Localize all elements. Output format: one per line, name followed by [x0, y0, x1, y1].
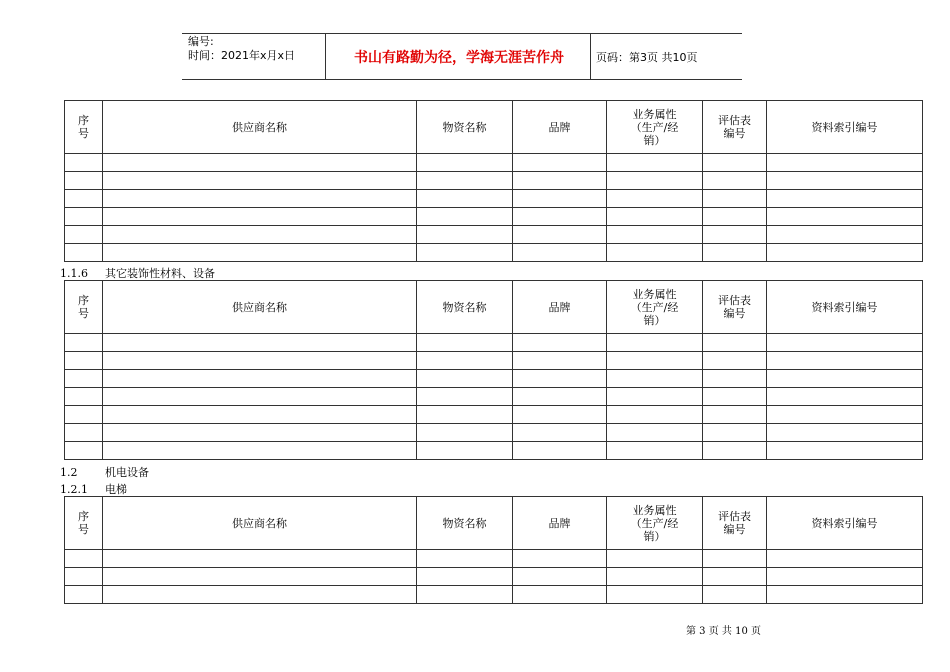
page-footer: 第 3 页 共 10 页	[686, 626, 761, 637]
col-brand-cell[interactable]	[513, 190, 607, 208]
section-number: 1.2.1	[60, 483, 88, 496]
serial-label: 编号:	[188, 35, 214, 48]
col-index-no-cell[interactable]	[767, 244, 923, 262]
col-seq-header: 序 号	[65, 281, 103, 334]
col-index-no-header: 资料索引编号	[767, 281, 923, 334]
col-index-no-cell[interactable]	[767, 352, 923, 370]
col-business-type-cell[interactable]	[607, 550, 703, 568]
col-material-cell[interactable]	[417, 226, 513, 244]
section-title: 电梯	[105, 483, 127, 496]
header-bottom-rule	[182, 79, 742, 80]
col-supplier-header: 供应商名称	[103, 281, 417, 334]
col-seq-cell[interactable]	[65, 550, 103, 568]
col-brand-cell[interactable]	[513, 370, 607, 388]
col-seq-cell[interactable]	[65, 172, 103, 190]
col-supplier-cell[interactable]	[103, 370, 417, 388]
table-row	[65, 154, 923, 172]
col-eval-no-cell[interactable]	[703, 406, 767, 424]
table-header-row	[65, 101, 923, 154]
col-seq-cell[interactable]	[65, 370, 103, 388]
col-business-type-cell[interactable]	[607, 172, 703, 190]
table-row	[65, 334, 923, 352]
col-index-no-cell[interactable]	[767, 442, 923, 460]
col-brand-cell[interactable]	[513, 568, 607, 586]
col-eval-no-cell[interactable]	[703, 190, 767, 208]
col-supplier-cell[interactable]	[103, 226, 417, 244]
section-heading-1-2-1	[60, 481, 127, 497]
col-brand-cell[interactable]	[513, 208, 607, 226]
col-eval-no-cell[interactable]	[703, 208, 767, 226]
col-business-type-cell[interactable]	[607, 244, 703, 262]
col-supplier-cell[interactable]	[103, 172, 417, 190]
col-eval-no-header: 评估表 编号	[703, 281, 767, 334]
col-seq-header: 序 号	[65, 101, 103, 154]
col-material-cell[interactable]	[417, 586, 513, 604]
col-brand-cell[interactable]	[513, 406, 607, 424]
col-seq-cell[interactable]	[65, 244, 103, 262]
table-row	[65, 406, 923, 424]
col-material-cell[interactable]	[417, 334, 513, 352]
col-seq-cell[interactable]	[65, 334, 103, 352]
table-row	[65, 208, 923, 226]
col-index-no-cell[interactable]	[767, 568, 923, 586]
col-brand-header: 品牌	[513, 101, 607, 154]
header-divider-2	[590, 33, 591, 79]
col-index-no-cell[interactable]	[767, 388, 923, 406]
col-business-type-cell[interactable]	[607, 208, 703, 226]
col-seq-cell[interactable]	[65, 154, 103, 172]
col-eval-no-cell[interactable]	[703, 334, 767, 352]
section-heading-1-2	[60, 464, 149, 480]
col-business-type-cell[interactable]	[607, 424, 703, 442]
col-brand-cell[interactable]	[513, 388, 607, 406]
col-eval-no-cell[interactable]	[703, 352, 767, 370]
col-material-cell[interactable]	[417, 154, 513, 172]
col-seq-cell[interactable]	[65, 190, 103, 208]
header-page-code: 页码：第3页 共10页	[596, 51, 698, 64]
col-brand-cell[interactable]	[513, 334, 607, 352]
section-title: 其它装饰性材料、设备	[105, 267, 215, 280]
col-brand-cell[interactable]	[513, 172, 607, 190]
col-eval-no-cell[interactable]	[703, 370, 767, 388]
col-material-cell[interactable]	[417, 370, 513, 388]
col-business-type-cell[interactable]	[607, 154, 703, 172]
col-index-no-cell[interactable]	[767, 190, 923, 208]
table-header-row	[65, 281, 923, 334]
col-eval-no-cell[interactable]	[703, 244, 767, 262]
col-eval-no-header: 评估表 编号	[703, 101, 767, 154]
col-index-no-cell[interactable]	[767, 208, 923, 226]
col-index-no-cell[interactable]	[767, 550, 923, 568]
col-index-no-cell[interactable]	[767, 334, 923, 352]
col-business-type-cell[interactable]	[607, 190, 703, 208]
col-material-cell[interactable]	[417, 550, 513, 568]
table-row	[65, 190, 923, 208]
col-material-cell[interactable]	[417, 568, 513, 586]
section-title: 机电设备	[105, 466, 149, 479]
col-business-type-cell[interactable]	[607, 406, 703, 424]
header-top-rule	[182, 33, 742, 34]
col-business-type-cell[interactable]	[607, 370, 703, 388]
header-divider-1	[325, 33, 326, 79]
col-supplier-cell[interactable]	[103, 424, 417, 442]
col-business-type-cell[interactable]	[607, 586, 703, 604]
col-seq-cell[interactable]	[65, 208, 103, 226]
col-material-cell[interactable]	[417, 208, 513, 226]
section-number: 1.1.6	[60, 267, 88, 280]
col-material-header: 物资名称	[417, 281, 513, 334]
col-supplier-cell[interactable]	[103, 352, 417, 370]
col-material-header: 物资名称	[417, 497, 513, 550]
col-business-type-cell[interactable]	[607, 568, 703, 586]
col-supplier-cell[interactable]	[103, 208, 417, 226]
col-eval-no-cell[interactable]	[703, 424, 767, 442]
table-row	[65, 352, 923, 370]
col-supplier-cell[interactable]	[103, 244, 417, 262]
header-meta	[188, 35, 295, 63]
col-index-no-cell[interactable]	[767, 406, 923, 424]
section-heading-1-1-6	[60, 265, 215, 281]
col-index-no-cell[interactable]	[767, 370, 923, 388]
table-row	[65, 568, 923, 586]
col-seq-cell[interactable]	[65, 226, 103, 244]
col-index-no-header: 资料索引编号	[767, 497, 923, 550]
col-material-cell[interactable]	[417, 388, 513, 406]
col-eval-no-header: 评估表 编号	[703, 497, 767, 550]
col-brand-header: 品牌	[513, 281, 607, 334]
col-business-type-cell[interactable]	[607, 226, 703, 244]
col-seq-cell[interactable]	[65, 442, 103, 460]
table-row	[65, 388, 923, 406]
table-row	[65, 370, 923, 388]
supplier-table-2	[64, 280, 923, 460]
table-header-row	[65, 497, 923, 550]
table-row	[65, 424, 923, 442]
col-seq-cell[interactable]	[65, 586, 103, 604]
col-business-type-cell[interactable]	[607, 388, 703, 406]
col-eval-no-cell[interactable]	[703, 388, 767, 406]
col-business-type-cell[interactable]	[607, 352, 703, 370]
col-eval-no-cell[interactable]	[703, 154, 767, 172]
col-business-type-header: 业务属性 （生产/经 销）	[607, 281, 703, 334]
col-eval-no-cell[interactable]	[703, 442, 767, 460]
table-row	[65, 226, 923, 244]
col-brand-cell[interactable]	[513, 226, 607, 244]
col-brand-cell[interactable]	[513, 550, 607, 568]
col-supplier-header: 供应商名称	[103, 101, 417, 154]
col-brand-cell[interactable]	[513, 244, 607, 262]
header-motto: 书山有路勤为径，学海无涯苦作舟	[354, 50, 564, 66]
col-brand-cell[interactable]	[513, 442, 607, 460]
col-brand-cell[interactable]	[513, 154, 607, 172]
table-row	[65, 172, 923, 190]
col-eval-no-cell[interactable]	[703, 172, 767, 190]
col-material-header: 物资名称	[417, 101, 513, 154]
col-supplier-cell[interactable]	[103, 586, 417, 604]
col-index-no-cell[interactable]	[767, 172, 923, 190]
col-eval-no-cell[interactable]	[703, 586, 767, 604]
col-supplier-cell[interactable]	[103, 334, 417, 352]
col-seq-cell[interactable]	[65, 568, 103, 586]
col-material-cell[interactable]	[417, 244, 513, 262]
section-number: 1.2	[60, 466, 78, 479]
table-row	[65, 550, 923, 568]
col-index-no-header: 资料索引编号	[767, 101, 923, 154]
col-business-type-cell[interactable]	[607, 442, 703, 460]
table-row	[65, 244, 923, 262]
col-material-cell[interactable]	[417, 172, 513, 190]
col-seq-header: 序 号	[65, 497, 103, 550]
col-supplier-cell[interactable]	[103, 550, 417, 568]
table-row	[65, 442, 923, 460]
col-brand-header: 品牌	[513, 497, 607, 550]
col-supplier-cell[interactable]	[103, 190, 417, 208]
col-material-cell[interactable]	[417, 406, 513, 424]
col-eval-no-cell[interactable]	[703, 550, 767, 568]
col-index-no-cell[interactable]	[767, 226, 923, 244]
col-material-cell[interactable]	[417, 424, 513, 442]
col-eval-no-cell[interactable]	[703, 568, 767, 586]
col-index-no-cell[interactable]	[767, 424, 923, 442]
col-business-type-cell[interactable]	[607, 334, 703, 352]
col-supplier-cell[interactable]	[103, 406, 417, 424]
col-business-type-header: 业务属性 （生产/经 销）	[607, 101, 703, 154]
col-seq-cell[interactable]	[65, 424, 103, 442]
col-supplier-cell[interactable]	[103, 442, 417, 460]
col-brand-cell[interactable]	[513, 352, 607, 370]
col-supplier-cell[interactable]	[103, 388, 417, 406]
col-supplier-cell[interactable]	[103, 568, 417, 586]
col-supplier-header: 供应商名称	[103, 497, 417, 550]
col-index-no-cell[interactable]	[767, 586, 923, 604]
col-material-cell[interactable]	[417, 190, 513, 208]
col-business-type-header: 业务属性 （生产/经 销）	[607, 497, 703, 550]
col-material-cell[interactable]	[417, 442, 513, 460]
col-seq-cell[interactable]	[65, 388, 103, 406]
col-material-cell[interactable]	[417, 352, 513, 370]
table-row	[65, 586, 923, 604]
col-brand-cell[interactable]	[513, 586, 607, 604]
col-index-no-cell[interactable]	[767, 154, 923, 172]
supplier-table-3	[64, 496, 923, 604]
col-brand-cell[interactable]	[513, 424, 607, 442]
col-seq-cell[interactable]	[65, 352, 103, 370]
time-label: 时间：2021年x月x日	[188, 49, 296, 62]
supplier-table-1	[64, 100, 923, 262]
col-seq-cell[interactable]	[65, 406, 103, 424]
col-supplier-cell[interactable]	[103, 154, 417, 172]
col-eval-no-cell[interactable]	[703, 226, 767, 244]
